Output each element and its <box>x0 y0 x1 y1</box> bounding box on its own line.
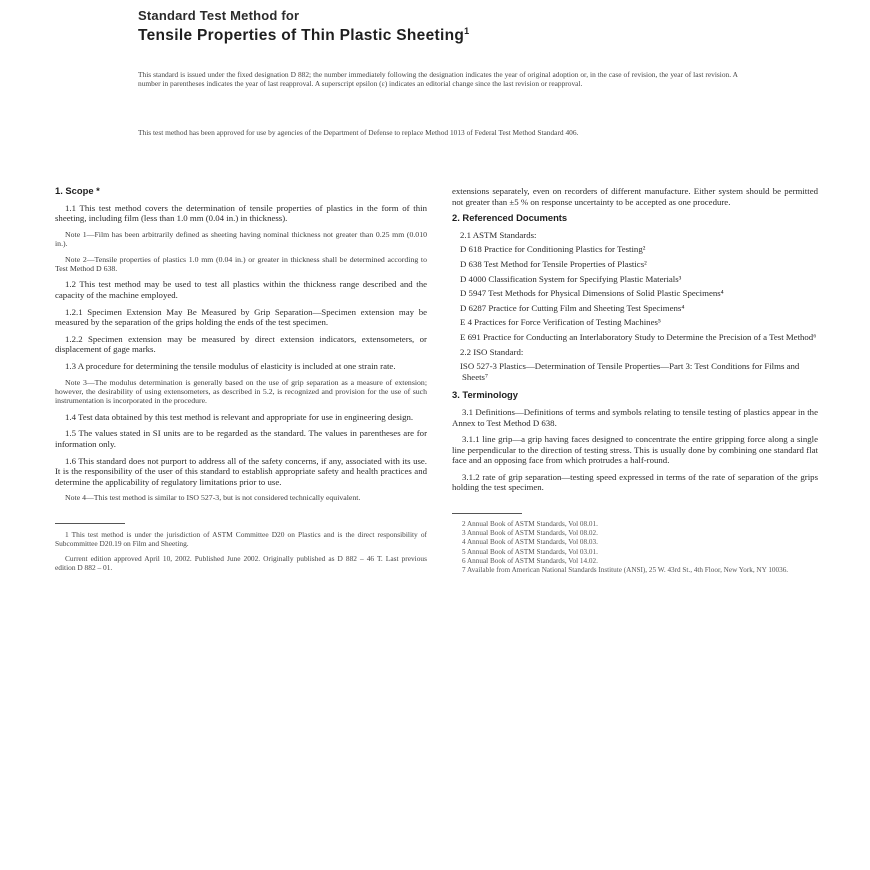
footnote: 5 Annual Book of ASTM Standards, Vol 03.01. <box>462 547 598 556</box>
footnote-divider <box>55 523 125 524</box>
referenced-documents-list <box>452 230 818 383</box>
reference-item: D 638 Test Method for Tensile Properties of Plastics² <box>460 258 647 269</box>
reference-item: D 4000 Classification System for Specifying Plastic Materials³ <box>460 273 682 284</box>
reference-item: D 6287 Practice for Cutting Film and Sheeting Test Specimens⁴ <box>460 302 685 313</box>
title-footnote-marker: 1 <box>464 26 470 36</box>
note-1: Note 1—Film has been arbitrarily defined as sheeting having nominal thickness not greater than 0.25 mm (0.010 in.). <box>55 229 427 249</box>
footnote: 4 Annual Book of ASTM Standards, Vol 08.03. <box>462 538 598 547</box>
paragraph-3-1: 3.1 Definitions—Definitions of terms and symbols relating to tensile testing of plastics appear in the Annex to Test Method D 638. <box>452 406 818 428</box>
right-column <box>452 186 818 575</box>
section-heading-referenced-documents: 2. Referenced Documents <box>452 212 568 224</box>
paragraph-1-6: 1.6 This standard does not purport to address all of the safety concerns, if any, associated with its use. It is the responsibility of the user of this standard to establish appropriate safety and health practices and determine the applicability of regulatory limitations prior to use. <box>55 455 427 487</box>
paragraph-1-2: 1.2 This test method may be used to test all plastics within the thickness range described and the capacity of the machine employed. <box>55 279 427 300</box>
reference-item: 2.1 ASTM Standards: <box>460 229 537 240</box>
left-column <box>55 186 427 578</box>
document-title <box>138 26 469 45</box>
paragraph-continued: extensions separately, even on recorders of different manufacture. Either system should be permitted not greater than ±5 % on response uncertainty to be accepted as one procedure. <box>452 186 818 207</box>
note-4: Note 4—This test method is similar to ISO 527-3, but is not considered technically equivalent. <box>65 493 361 503</box>
reference-item: D 618 Practice for Conditioning Plastics for Testing² <box>460 244 646 255</box>
section-heading-terminology: 3. Terminology <box>452 389 518 401</box>
paragraph-1-2-1: 1.2.1 Specimen Extension May Be Measured by Grip Separation—Specimen extension may be measured by the separation of the grips holding the ends of the test specimen. <box>55 306 427 328</box>
paragraph-1-5: 1.5 The values stated in SI units are to be regarded as the standard. The values in parentheses are for information only. <box>55 428 427 449</box>
dod-approval-notice: This test method has been approved for use by agencies of the Department of Defense to replace Method 1013 of Federal Test Method Standard 406. <box>138 128 579 137</box>
note-3: Note 3—The modulus determination is generally based on the use of grip separation as a measure of extension; however, the desirability of using extensometers, as described in 5.2, is recognized and provision for the use of such instrumentation is incorporated in the procedure. <box>55 377 427 406</box>
paragraph-3-1-2: 3.1.2 rate of grip separation—testing speed expressed in terms of the rate of separation of the grips holding the test specimen. <box>452 471 818 493</box>
paragraph-1-1: 1.1 This test method covers the determination of tensile properties of plastics in the form of thin sheeting, including film (less than 1.0 mm (0.04 in.) in thickness). <box>55 202 427 224</box>
title-text: Tensile Properties of Thin Plastic Sheeting <box>138 27 465 45</box>
footnote-1: 1 This test method is under the jurisdiction of ASTM Committee D20 on Plastics and is the direct responsibility of Subcommittee D20.19 on Film and Sheeting. <box>55 529 427 548</box>
footnote: 3 Annual Book of ASTM Standards, Vol 08.02. <box>462 529 598 538</box>
reference-item: D 5947 Test Methods for Physical Dimensions of Solid Plastic Specimens⁴ <box>460 288 724 299</box>
paragraph-1-3: 1.3 A procedure for determining the tensile modulus of elasticity is included at one strain rate. <box>65 360 396 371</box>
reference-item: ISO 527-3 Plastics—Determination of Tensile Properties—Part 3: Test Conditions for Films and Sheets⁷ <box>460 361 800 382</box>
paragraph-1-4: 1.4 Test data obtained by this test method is relevant and appropriate for use in engineering design. <box>65 411 414 422</box>
title-line-1: Standard Test Method for <box>138 8 300 23</box>
footnote: 2 Annual Book of ASTM Standards, Vol 08.01. <box>462 520 598 529</box>
reference-item: 2.2 ISO Standard: <box>460 346 524 357</box>
reference-item: E 691 Practice for Conducting an Interlaboratory Study to Determine the Precision of a Test Method⁶ <box>460 331 817 342</box>
paragraph-1-2-2: 1.2.2 Specimen extension may be measured by direct extension indicators, extensometers, or displacement of gage marks. <box>55 333 427 355</box>
note-2: Note 2—Tensile properties of plastics 1.0 mm (0.04 in.) or greater in thickness shall be determined according to Test Method D 638. <box>55 254 427 273</box>
paragraph-3-1-1: 3.1.1 line grip—a grip having faces designed to concentrate the entire gripping force along a single line perpendicular to the direction of testing stress. This is usually done by combining one standard flat face and an opposing face from which protrudes a half-round. <box>452 434 818 466</box>
section-heading-scope: 1. Scope * <box>55 185 100 196</box>
footnote: 7 Available from American National Standards Institute (ANSI), 25 W. 43rd St., 4th Floor, New York, NY 10036. <box>462 566 789 575</box>
designation-notice: This standard is issued under the fixed designation D 882; the number immediately following the designation indicates the year of original adoption or, in the case of revision, the year of last revision. A number in parentheses indicates the year of last reapproval. A superscript epsilon (ε) indicates an editorial change since the last revision or reapproval. <box>138 70 738 89</box>
footnote-divider <box>452 513 522 514</box>
footnote: 6 Annual Book of ASTM Standards, Vol 14.02. <box>462 556 598 565</box>
reference-item: E 4 Practices for Force Verification of Testing Machines⁵ <box>460 317 661 328</box>
footnote-edition: Current edition approved April 10, 2002. Published June 2002. Originally published as D 882 – 46 T. Last previous edition D 882 – 01. <box>55 553 427 572</box>
footnote-list <box>452 520 818 575</box>
